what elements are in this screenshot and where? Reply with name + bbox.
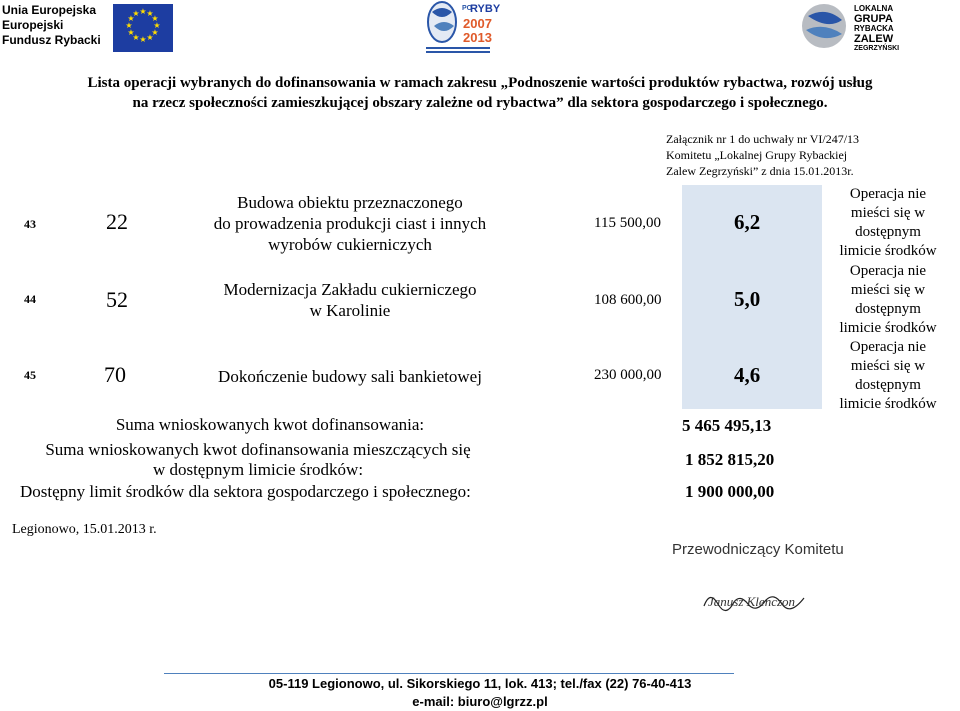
summary-total-label: Suma wnioskowanych kwot dofinansowania: bbox=[115, 415, 425, 434]
row-number: 52 bbox=[106, 287, 128, 312]
year-2007: 2007 bbox=[463, 16, 492, 31]
summary-within-line: w dostępnym limicie środków: bbox=[152, 460, 364, 479]
status-line: dostępnym bbox=[855, 301, 921, 317]
row-description bbox=[180, 279, 520, 321]
annex-line: Załącznik nr 1 do uchwały nr VI/247/13 bbox=[666, 132, 860, 146]
desc-line: do prowadzenia produkcji ciast i innych bbox=[213, 214, 487, 233]
desc-line: w Karolinie bbox=[309, 301, 391, 320]
svg-text:★: ★ bbox=[127, 14, 135, 23]
row-points: 4,6 bbox=[734, 363, 761, 387]
svg-text:★: ★ bbox=[127, 28, 135, 37]
lgr-line: GRUPA bbox=[854, 13, 893, 25]
signature-caption: Przewodniczący Komitetu bbox=[672, 541, 844, 558]
row-lp: 45 bbox=[24, 368, 36, 382]
status-line: dostępnym bbox=[855, 377, 921, 393]
eu-flag-icon bbox=[113, 4, 173, 52]
svg-text:★: ★ bbox=[139, 7, 147, 16]
row-points: 6,2 bbox=[734, 210, 761, 234]
annex-line: Zalew Zegrzyński” z dnia 15.01.2013r. bbox=[666, 164, 854, 178]
summary-within-value: 1 852 815,20 bbox=[685, 450, 775, 469]
status-line: Operacja nie bbox=[849, 339, 927, 355]
row-status bbox=[818, 338, 958, 414]
row-points: 5,0 bbox=[734, 287, 761, 311]
svg-text:★: ★ bbox=[146, 9, 154, 18]
title-line: Lista operacji wybranych do dofinansowania w ramach zakresu „Podnoszenie wartości produktów rybactwa, rozwój usług bbox=[87, 75, 873, 91]
row-status bbox=[818, 185, 958, 261]
status-line: limicie środków bbox=[839, 396, 937, 412]
row-amount: 230 000,00 bbox=[594, 367, 662, 383]
status-line: dostępnym bbox=[855, 224, 921, 240]
row-description bbox=[180, 192, 520, 255]
document-title bbox=[0, 73, 960, 113]
place-date: Legionowo, 15.01.2013 r. bbox=[12, 522, 157, 537]
annex-note bbox=[666, 131, 859, 179]
title-line: na rzecz społeczności zamieszkującej obszary zależne od rybactwa” dla sektora gospodarczego i społecznego. bbox=[132, 95, 828, 111]
row-amount: 108 600,00 bbox=[594, 292, 662, 308]
row-number: 70 bbox=[104, 362, 126, 387]
row-lp: 44 bbox=[24, 292, 36, 306]
status-line: limicie środków bbox=[839, 320, 937, 336]
desc-line: wyrobów cukierniczych bbox=[268, 235, 432, 254]
ryby-text: RYBY bbox=[470, 3, 501, 15]
row-number: 22 bbox=[106, 209, 128, 234]
signature-image bbox=[700, 584, 810, 614]
po-text: PO bbox=[462, 5, 473, 12]
footer bbox=[0, 675, 960, 711]
desc-line: Modernizacja Zakładu cukierniczego bbox=[223, 280, 477, 299]
row-amount: 115 500,00 bbox=[594, 215, 661, 231]
status-line: mieści się w bbox=[850, 282, 926, 298]
lgr-logo bbox=[798, 2, 910, 52]
status-line: limicie środków bbox=[839, 243, 937, 259]
row-description bbox=[180, 366, 520, 387]
eu-line: Europejski bbox=[2, 18, 64, 32]
lgr-line: ZEGRZYŃSKI bbox=[854, 45, 900, 52]
row-status bbox=[818, 262, 958, 338]
svg-text:★: ★ bbox=[139, 35, 147, 44]
desc-line: Budowa obiektu przeznaczonego bbox=[237, 193, 463, 212]
svg-text:★: ★ bbox=[151, 28, 159, 37]
eu-text bbox=[2, 3, 101, 48]
po-ryby-logo bbox=[422, 0, 501, 55]
lgr-line: LOKALNA bbox=[854, 4, 894, 13]
annex-line: Komitetu „Lokalnej Grupy Rybackiej bbox=[666, 148, 848, 162]
svg-text:★: ★ bbox=[146, 33, 154, 42]
svg-text:★: ★ bbox=[153, 21, 161, 30]
lgr-line: RYBACKA bbox=[854, 24, 894, 33]
svg-text:★: ★ bbox=[125, 21, 133, 30]
status-line: Operacja nie bbox=[849, 186, 927, 202]
status-line: mieści się w bbox=[850, 358, 926, 374]
summary-limit-value: 1 900 000,00 bbox=[685, 482, 775, 501]
status-line: Operacja nie bbox=[849, 263, 927, 279]
footer-divider bbox=[164, 673, 734, 674]
summary-total-value: 5 465 495,13 bbox=[682, 416, 772, 435]
svg-text:★: ★ bbox=[151, 14, 159, 23]
summary-limit-label: Dostępny limit środków dla sektora gospodarczego i społecznego: bbox=[20, 482, 471, 501]
summary-within-label bbox=[18, 440, 498, 480]
eu-line: Fundusz Rybacki bbox=[2, 33, 101, 47]
year-2013: 2013 bbox=[463, 30, 492, 45]
summary-within-line: Suma wnioskowanych kwot dofinansowania mieszczących się bbox=[45, 440, 471, 459]
svg-text:★: ★ bbox=[132, 33, 140, 42]
footer-address: 05-119 Legionowo, ul. Sikorskiego 11, lok. 413; tel./fax (22) 76-40-413 bbox=[268, 676, 692, 691]
lgr-line: ZALEW bbox=[854, 33, 894, 45]
svg-text:★: ★ bbox=[132, 9, 140, 18]
status-line: mieści się w bbox=[850, 205, 926, 221]
signature-name: Janusz Klenczon bbox=[708, 594, 796, 609]
eu-line: Unia Europejska bbox=[2, 3, 97, 17]
footer-email: e-mail: biuro@lgrzz.pl bbox=[412, 694, 548, 709]
desc-line: Dokończenie budowy sali bankietowej bbox=[218, 367, 482, 386]
row-lp: 43 bbox=[24, 217, 36, 231]
